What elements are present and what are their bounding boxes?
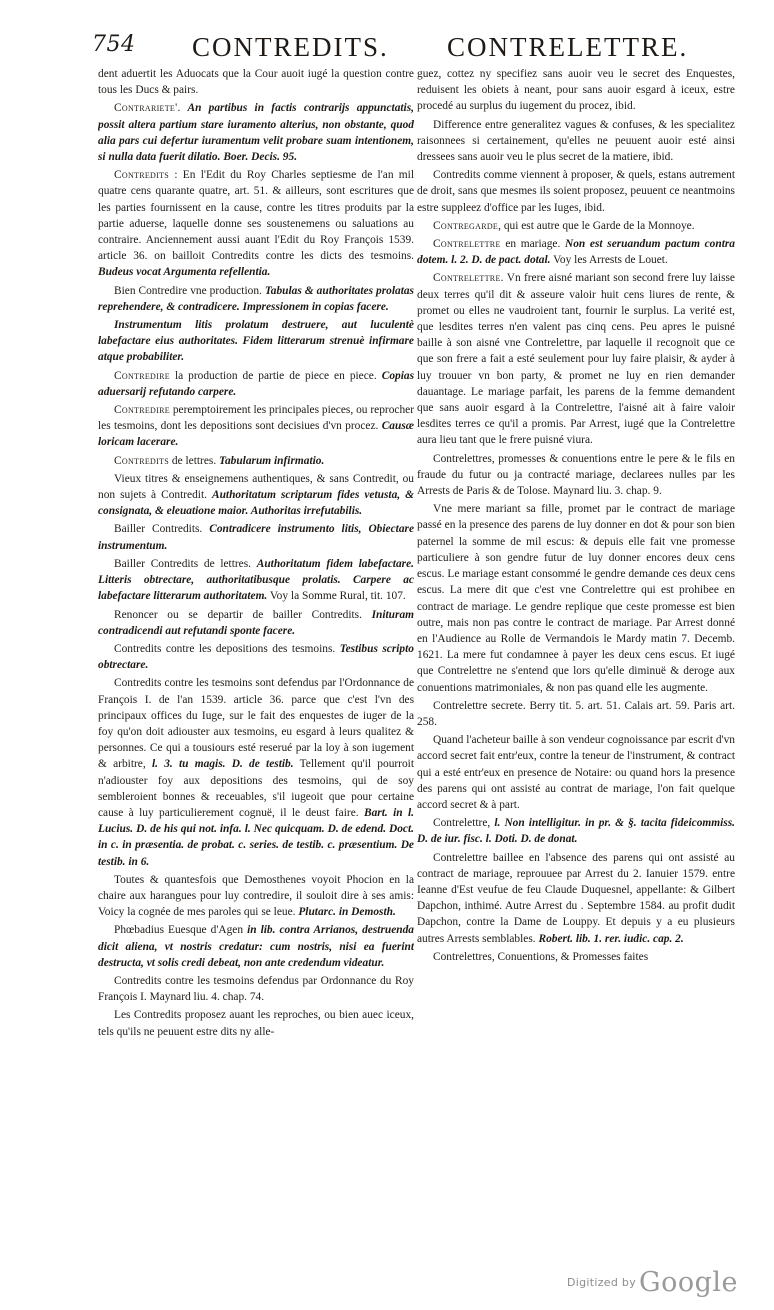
paragraph xyxy=(417,698,735,730)
entry-text: Contrelettre, xyxy=(433,817,495,830)
latin-citation: Tabulas & authoritates prolatas reprehendere, & contradicere. Impressionem in copias facere. xyxy=(98,284,414,313)
paragraph xyxy=(98,317,414,366)
entry-text: Bien Contredire vne production. xyxy=(114,284,265,297)
entry-text: Renoncer ou se departir de bailler Contredits. xyxy=(114,608,372,621)
paragraph xyxy=(98,283,414,315)
paragraph xyxy=(98,641,414,673)
entry-text: Vieux titres & enseignemens authentiques, & sans Contredit, ou non sujets à Contredit. xyxy=(98,472,414,502)
latin-citation: in lib. contra Arrianos, destruenda dicit aliena, vt nostris credatur: cum nostris, nisi ea fuerint destructa, vt solis credi debeat, non ante credendum videatur. xyxy=(98,924,414,969)
entry-keyword: Contredits xyxy=(114,454,170,467)
digitization-watermark xyxy=(538,1262,738,1302)
entry-text: , qui est autre que le Garde de la Monnoye. xyxy=(498,219,695,232)
entry-keyword: Contrelettre xyxy=(433,238,501,251)
paragraph xyxy=(417,117,735,166)
entry-text: Bailler Contredits de lettres. xyxy=(114,557,257,570)
right-text-column xyxy=(417,66,735,1226)
latin-citation: Copias aduersarij refutando carpere. xyxy=(98,369,414,398)
paragraph xyxy=(417,732,735,813)
latin-citation: Non est seruandum pactum contra dotem. l. 2. D. de pact. dotal. xyxy=(417,238,735,267)
paragraph xyxy=(98,100,414,165)
entry-text: Bailler Contredits. xyxy=(114,523,210,536)
entry-text: Voy la Somme Rural, tit. 107. xyxy=(267,590,406,603)
left-text-column xyxy=(98,66,414,1226)
entry-keyword: Contrariete'. xyxy=(114,102,181,115)
paragraph xyxy=(98,368,414,400)
entry-text: Contredits comme viennent à proposer, & quels, estans autrement de droit, sans que mesmes ils soient proposez, peuuent ce neantmoins estre suppleez d'office par les Iuges, ibid. xyxy=(417,169,735,214)
entry-text: Contrelettres, Conuentions, & Promesses faites xyxy=(433,950,649,963)
latin-citation: Budeus vocat Argumenta refellentia. xyxy=(98,266,271,279)
entry-keyword: Contregarde xyxy=(433,219,499,232)
paragraph xyxy=(417,815,735,847)
entry-text: guez, cottez ny specifiez sans auoir veu le secret des Enquestes, reduisent les obiets à neant, pour sans auoir esgard à iceux, estre procedé au surplus du iugement du procez, ibid. xyxy=(417,68,735,113)
digitized-by-label: Digitized by xyxy=(566,1275,637,1289)
entry-text: Voy les Arrests de Louet. xyxy=(550,254,668,267)
paragraph xyxy=(98,521,414,553)
paragraph xyxy=(417,949,735,965)
paragraph xyxy=(98,66,414,98)
entry-text: Phœbadius Euesque d'Agen xyxy=(114,924,248,937)
page-number: 754 xyxy=(92,32,136,57)
entry-keyword: Contredits xyxy=(114,169,170,182)
paragraph xyxy=(98,167,414,280)
paragraph xyxy=(98,453,414,469)
latin-citation: Plutarc. in Demosth. xyxy=(298,906,396,919)
entry-text: Contredits contre les tesmoins defendus par Ordonnance du Roy François I. Maynard liu. 4. chap. 74. xyxy=(98,974,414,1004)
paragraph xyxy=(98,556,414,605)
entry-keyword: Contredire xyxy=(114,404,170,417)
paragraph xyxy=(98,922,414,971)
paragraph xyxy=(417,167,735,216)
latin-citation: An partibus in factis contrarijs appunctatis, possit altera partium stare iuramento alterius, non obstante, quod alia pars cui defertur iuramentum velit probare suam intentionem, si nulla data fuerit dilatio. Boer. Decis. 95. xyxy=(98,102,414,164)
entry-text: Contrelettres, promesses & conuentions entre le pere & le fils en fraude du futur ou ja contracté mariage, declarees nulles par les Arrests de Paris & de Tolose. Maynard liu. 3. chap. 9. xyxy=(417,452,735,498)
entry-keyword: Contrelettre. xyxy=(433,272,504,285)
latin-citation: Bart. in l. Lucius. D. de his qui not. infa. l. Nec quicquam. D. de edend. Doct. in c. in præsentia. de probat. c. series. de testib. c. præsentium. De testib. in 6. xyxy=(98,806,414,868)
latin-citation: Inituram contradicendi aut refutandi sponte facere. xyxy=(98,608,414,637)
running-head-left: CONTREDITS. xyxy=(192,32,389,62)
entry-text: Vne mere mariant sa fille, promet par le contract de mariage passé en la presence des parens de luy donner en dot & pour son bien paternel la somme de mil escus: & depuis elle fait vne promesse particuliere à son gendre futur de luy donner encores deux cens escus. Le mariage estant consommé le gendre demande ces deux cens escus. La mere dit que c'est vne Contrelettre qui est prohibee en contract de mariage. Le gendre replique que ceste promesse est bien outre, mais non pas contre le contract de mariage. Par Arrest donné en l'Audience au Rolle de Vermandois le Mardy matin 7. Decemb. 1621. La mere fut condamnee à payer les deux cens escus. Et iugé que Contrelettre ne s'entend que lors qu'elle diminuë & deroge aux conuentions matrimoniales, & non pas quand elle les augmente. xyxy=(417,503,735,694)
latin-citation: Authoritatum scriptarum fides vetusta, & consignata, & eleuatione maior. Authoritas irrefutabilis. xyxy=(98,489,414,518)
entry-text: en mariage. xyxy=(500,238,565,251)
paragraph xyxy=(417,66,735,115)
latin-citation: l. Non intelligitur. in pr. & §. tacita fideicommiss. D. de iur. fisc. l. Doti. D. de donat. xyxy=(417,817,735,846)
paragraph xyxy=(417,501,735,695)
latin-citation: Contradicere instrumento litis, Obiectare instrumentum. xyxy=(98,523,414,552)
entry-text: Toutes & quantesfois que Demosthenes voyoit Phocion en la chaire aux harangues pour luy contredire, il souloit dire à ses amis: Voicy la cognée de mes paroles qui se leue. xyxy=(98,873,414,919)
entry-text: Quand l'acheteur baille à son vendeur cognoissance par escrit d'vn accord secret fait entr'eux, contre la teneur de l'instrument, & contract qui a esté entr'eux en presence de Notaire: ou quand hors la presence des parens qui ont assisté au contrat de mariage, l'on fait quelque accord secret & à part. xyxy=(417,734,735,811)
paragraph xyxy=(98,1007,414,1039)
google-logo: Google xyxy=(639,1266,738,1298)
paragraph xyxy=(417,270,735,448)
paragraph xyxy=(98,872,414,921)
paragraph xyxy=(417,236,735,268)
paragraph xyxy=(98,402,414,451)
paragraph xyxy=(417,218,735,234)
latin-citation: Tabularum infirmatio. xyxy=(219,454,325,467)
latin-citation: Causæ loricam lacerare. xyxy=(98,420,414,449)
entry-text: Vn frere aisné mariant son second frere luy laisse deux terres qu'il dit & asseure valoir huit cens liures de rente, & promet ou elles ne vaudroient tant, fournir le surplus. La verité est, que lesdites terres n'en valent pas cinq cens. Peu apres le puisné baille à son aisné vne Contrelettre, par laquelle il recognoit que ce que son frere a fait a esté seulement pour luy faire plaisir, & ayder à luy trouuer vn bon party, & promet ne luy en rien demander dauantage. Le mariage parfait, les parens de la femme demandent que sans auoir esgard à la Contrelettre, l'aisné ait à faire valoir lesdites terres ce qu'il a promis. Par Arrest, iugé que la Contrelettre aura lieu tant que le frere puisné viura. xyxy=(417,272,735,447)
entry-text: Difference entre generalitez vagues & confuses, & les specialitez raisonnees si certainement, qu'elles ne peuuent auoir esté ainsi dressees sans auoir veu le plus secret de la matiere, ibid. xyxy=(417,118,735,164)
entry-text: Les Contredits proposez auant les reproches, ou bien auec iceux, tels qu'ils ne peuuent estre dits ny alle- xyxy=(98,1009,414,1038)
latin-citation: Instrumentum litis prolatum destruere, aut luculentè labefactare eius authoritates. Fidem litterarum strenuè infirmare atque probabiliter. xyxy=(98,319,414,364)
entry-text: de lettres. xyxy=(169,454,220,467)
paragraph xyxy=(417,451,735,500)
entry-text: Contrelettre baillee en l'absence des parens qui ont assisté au contract de mariage, reprouuee par Arrest du 2. Ianuier 1579. entre Ieanne d'Est veufue de feu Claude Duquesnel, appellante: & Gilbert Dapchon, inthimé. Autre Arrest du . Septembre 1584. au profit dudit Dapchon, contre la Dame de Louppy. Et depuis y a eu plusieurs autres Arrests semblables. xyxy=(417,851,735,945)
entry-text: Contrelettre secrete. Berry tit. 5. art. 51. Calais art. 59. Paris art. 258. xyxy=(417,699,735,728)
entry-text: la production de partie de piece en piece. xyxy=(169,369,382,382)
running-head-right: CONTRELETTRE. xyxy=(447,32,689,62)
latin-citation: Authoritatum fidem labefactare. Litteris obtrectare, authoritatibusque prolatis. Carpere ac labefactare litterarum authoritatem. xyxy=(98,557,414,603)
entry-text: : En l'Edit du Roy Charles septiesme de l'an mil quatre cens quarante quatre, art. 51. & ailleurs, sont escritures que les parties fournissent en la cause, contre les titres produits par la partie aduerse, laquelle donne ses soustenemens ou saluations au contraire. Anciennement aussi auant l'Edit du Roy François 1539. article 36. on bailloit Contredits contre les dicts des tesmoins. xyxy=(98,169,414,263)
entry-keyword: Contredire xyxy=(114,369,170,382)
paragraph xyxy=(98,607,414,639)
entry-text: Contredits contre les tesmoins sont defendus par l'Ordonnance de François I. de l'an 1539. article 36. parce que c'est l'vn des principaux offices du Iuge, sur le fait des enquestes de iuger de la foy qu'on doit adiouster aux tesmoins, eu esgard à leurs qualitez & personnes. Ce qui a tousiours esté reserué par la loy à son iugement & arbitre, xyxy=(98,677,414,771)
entry-text: Tellement qu'il pourroit n'adiouster foy aux depositions des tesmoins, qui de soy sembleroient bonnes & receuables, s'il iugeoit que pour certaine cause à luy particulierement cognuë, il le deust faire. xyxy=(98,758,414,819)
entry-text: Contredits contre les depositions des tesmoins. xyxy=(114,642,340,655)
entry-text: peremptoirement les principales pieces, ou reprocher les tesmoins, dont les depositions sont decisiues d'vn procez. xyxy=(98,404,414,433)
paragraph xyxy=(98,973,414,1005)
paragraph xyxy=(98,471,414,520)
latin-citation: l. 3. tu magis. D. de testib. xyxy=(151,758,294,771)
paragraph xyxy=(417,850,735,947)
paragraph xyxy=(98,675,414,869)
latin-citation: Robert. lib. 1. rer. iudic. cap. 2. xyxy=(538,932,684,945)
entry-text: dent aduertit les Aduocats que la Cour auoit iugé la question contre tous les Ducs & pairs. xyxy=(98,68,414,97)
latin-citation: Testibus scripto obtrectare. xyxy=(98,642,414,672)
